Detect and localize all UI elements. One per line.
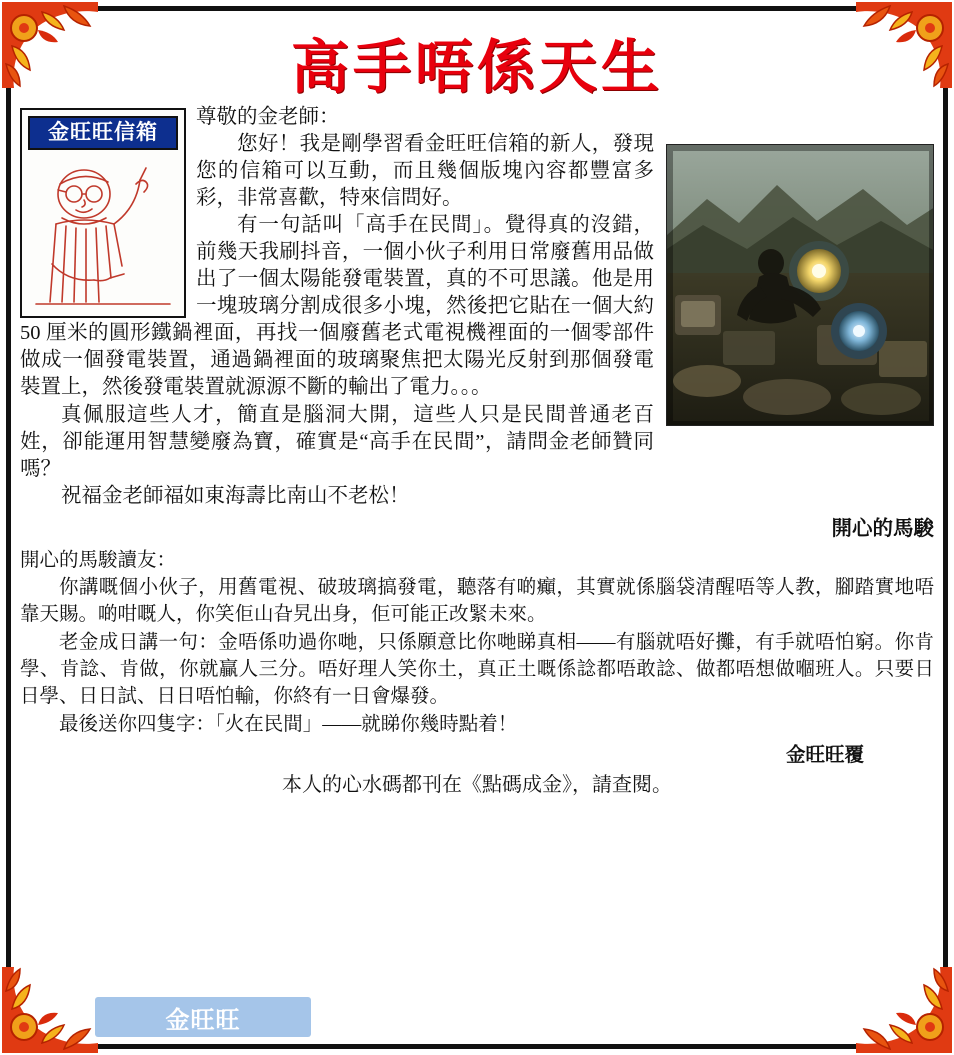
- letter-paragraph-1: 您好！我是剛學習看金旺旺信箱的新人，發現您的信箱可以互動，而且幾個版塊內容都豐富多彩，非常喜歡，特來信問好。: [196, 133, 654, 210]
- reply-paragraph-2: 老金成日講一句：金唔係叻過你哋，只係願意比你哋睇真相——有腦就唔好攤，有手就唔怕窮。你肯學、肯諗、肯做，你就贏人三分。唔好理人笑你土，真正土嘅係諗都唔敢諗、做都唔想做嗰班人。只要日日學、日日試、日日唔怕輸，你終有一日會爆發。: [20, 631, 934, 708]
- letter-paragraph-2: 有一句話叫「高手在民間」。覺得真的沒錯，前幾天我刷抖音，一個小伙子利用日常廢舊用品做出了一個太陽能發電裝置，真的不可思議。他是用一塊玻璃分割成很多小塊，然後把它貼在一個大約 50 厘米的圓形鐵鍋裡面，再找一個廢舊老式電視機裡面的一個零部件做成一個發電裝置，通過鍋裡面的玻璃聚焦把太陽光反射到那個發電裝置上，然後發電裝置就源源不斷的輸出了電力。。。: [20, 214, 654, 399]
- watermark-badge: [95, 997, 311, 1037]
- footnote: 本人的心水碼都刊在《點碼成金》，請查閱。: [282, 774, 672, 797]
- letter-signature: 開心的馬駿: [831, 517, 934, 540]
- letter-paragraph-3: 真佩服這些人才，簡直是腦洞大開，這些人只是民間普通老百姓，卻能運用智慧變廢為寶，確實是“高手在民間”，請問金老師贊同嗎？: [20, 403, 654, 480]
- letter-salutation: 尊敬的金老師：: [196, 106, 340, 128]
- reply-paragraph-3: 最後送你四隻字：「火在民間」——就睇你幾時點着！: [59, 713, 518, 735]
- reply-signature: 金旺旺覆: [785, 744, 864, 766]
- watermark-text: 金旺旺: [165, 1005, 241, 1034]
- teacher-illustration: [22, 154, 184, 316]
- letter-paragraph-4: 祝福金老師福如東海壽比南山不老松！: [61, 484, 410, 507]
- article-body: [20, 104, 934, 1034]
- article-photo: [666, 144, 934, 426]
- reply-paragraph-1: 你講嘅個小伙子，用舊電視、破玻璃搞發電，聽落有啲癲，其實就係腦袋清醒唔等人教，腳踏實地唔靠天賜。啲咁嘅人，你笑佢山旮旯出身，佢可能正改緊未來。: [20, 577, 934, 626]
- reply-block: [20, 547, 934, 799]
- mailbox-masthead-band: [28, 116, 178, 150]
- reply-salutation: 開心的馬駿讀友：: [20, 549, 177, 571]
- mailbox-masthead-label: 金旺旺信箱: [48, 120, 158, 145]
- mailbox-masthead: [20, 108, 186, 318]
- page-title: 高手唔係天生: [290, 33, 663, 101]
